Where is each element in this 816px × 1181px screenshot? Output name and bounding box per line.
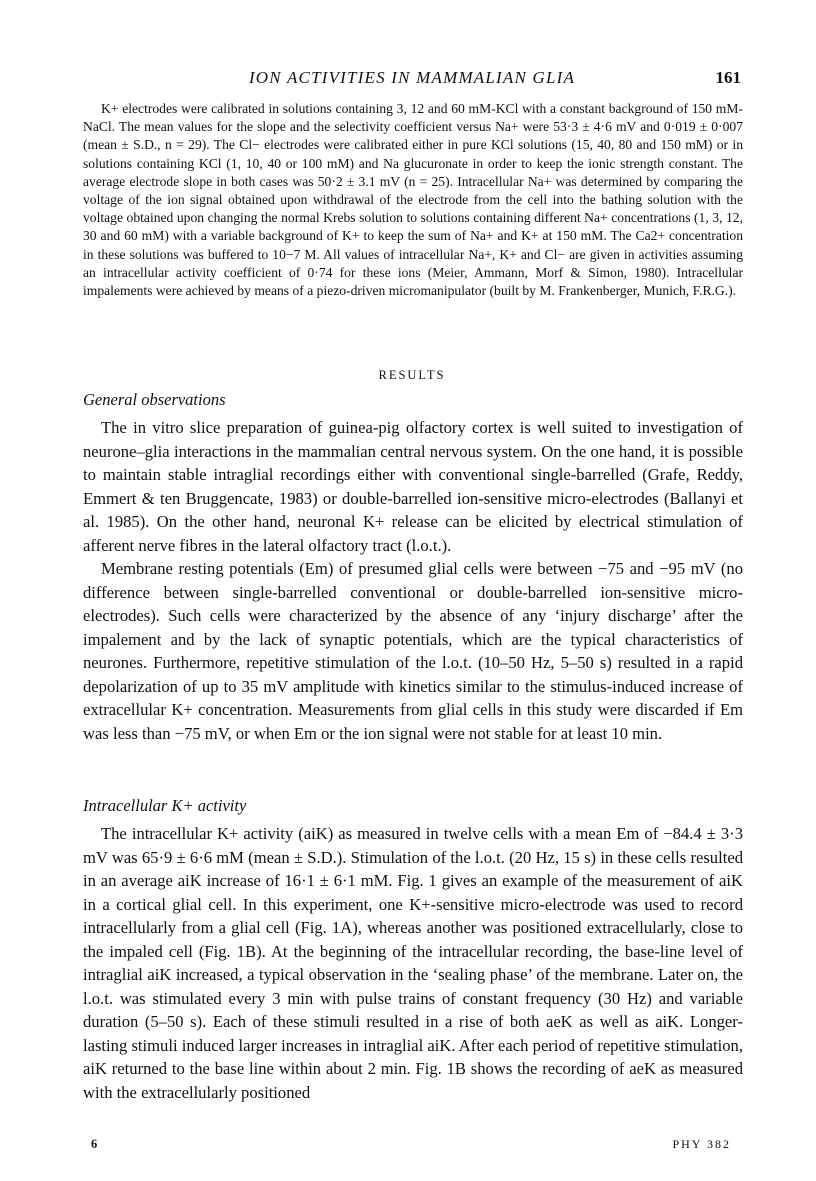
methods-paragraph: K+ electrodes were calibrated in solutions containing 3, 12 and 60 mM-KCl with a constant background of 150 mM-NaCl. The mean values for the slope and the selectivity coefficient versus Na+ were 53·3 ± 4·6 mV and 0·019 ± 0·007 (mean ± S.D., n = 29). The Cl− electrodes were calibrated either in pure KCl solutions (15, 40, 80 and 150 mM) or in solutions containing KCl (1, 10, 40 or 100 mM) and Na glucuronate in order to keep the ionic strength constant. The average electrode slope in both cases was 50·2 ± 3.1 mV (n = 25). Intracellular Na+ was determined by comparing the voltage of the ion signal obtained upon withdrawal of the electrode from the cell into the bathing solution with the voltage obtained upon changing the normal Krebs solution to solutions containing different Na+ concentrations (1, 3, 12, 30 and 60 mM) with a variable background of K+ to keep the sum of Na+ and K+ at 150 mM. The Ca2+ concentration in these solutions was buffered to 10−7 M. All values of intracellular Na+, K+ and Cl− are given in activities assuming an intracellular activity coefficient of 0·74 for these ions (Meier, Ammann, Morf & Simon, 1980). Intracellular impalements were achieved by means of a piezo-driven micromanipulator (built by M. Frankenberger, Munich, F.R.G.). (83, 101, 743, 299)
section-title-general-observations: General observations (83, 390, 226, 409)
section-intracellular-k (83, 822, 743, 1104)
page-number: 161 (715, 68, 741, 87)
running-title: ION ACTIVITIES IN MAMMALIAN GLIA (248, 68, 576, 87)
paragraph: The intracellular K+ activity (aiK) as measured in twelve cells with a mean Em of −84.4 ± 3·3 mV was 65·9 ± 6·6 mM (mean ± S.D.). Stimulation of the l.o.t. (20 Hz, 15 s) in these cells resulted in an average aiK increase of 16·1 ± 6·1 mM. Fig. 1 gives an example of the measurement of aiK in a cortical glial cell. In this experiment, one K+-sensitive micro-electrode was used to record intracellularly from a glial cell (Fig. 1A), whereas another was positioned extracellularly, close to the impaled cell (Fig. 1B). At the beginning of the intracellular recording, the base-line level of intraglial aiK increased, a typical observation in the ‘sealing phase’ of the membrane. Later on, the l.o.t. was stimulated every 3 min with pulse trains of constant frequency (30 Hz) and variable duration (5–50 s). Each of these stimuli resulted in a rise of both aeK as well as aiK. Longer-lasting stimuli induced larger increases in intraglial aiK. After each period of repetitive stimulation, aiK returned to the base line within about 2 min. Fig. 1B shows the recording of aeK as measured with the extracellularly positioned (83, 824, 743, 1102)
results-heading: RESULTS (378, 368, 446, 382)
paragraph: The in vitro slice preparation of guinea-pig olfactory cortex is well suited to investigation of neurone–glia interactions in the mammalian central nervous system. On the one hand, it is possible to maintain stable intraglial recordings either with conventional single-barrelled (Grafe, Reddy, Emmert & ten Bruggencate, 1983) or double-barrelled ion-sensitive micro-electrodes (Ballanyi et al. 1985). On the other hand, neuronal K+ release can be elicited by electrical stimulation of afferent nerve fibres in the lateral olfactory tract (l.o.t.). (83, 418, 743, 555)
section-title-intracellular-k: Intracellular K+ activity (83, 796, 247, 815)
footer-signature-number: 6 (91, 1137, 98, 1151)
footer-journal-code: PHY 382 (672, 1137, 731, 1151)
section-general-observations (83, 416, 743, 745)
page-header (83, 68, 741, 90)
methods-text (83, 100, 743, 300)
paragraph: Membrane resting potentials (Em) of presumed glial cells were between −75 and −95 mV (no difference between single-barrelled conventional or double-barrelled ion-sensitive micro-electrodes). Such cells were characterized by the absence of any ‘injury discharge’ after the impalement and by the lack of synaptic potentials, which are the typical characteristics of neurones. Furthermore, repetitive stimulation of the l.o.t. (10–50 Hz, 5–50 s) resulted in a rapid depolarization of up to 35 mV amplitude with kinetics similar to the stimulus-induced increase of extracellular K+ concentration. Measurements from glial cells in this study were discarded if Em was less than −75 mV, or when Em or the ion signal were not stable for at least 10 min. (83, 559, 743, 743)
